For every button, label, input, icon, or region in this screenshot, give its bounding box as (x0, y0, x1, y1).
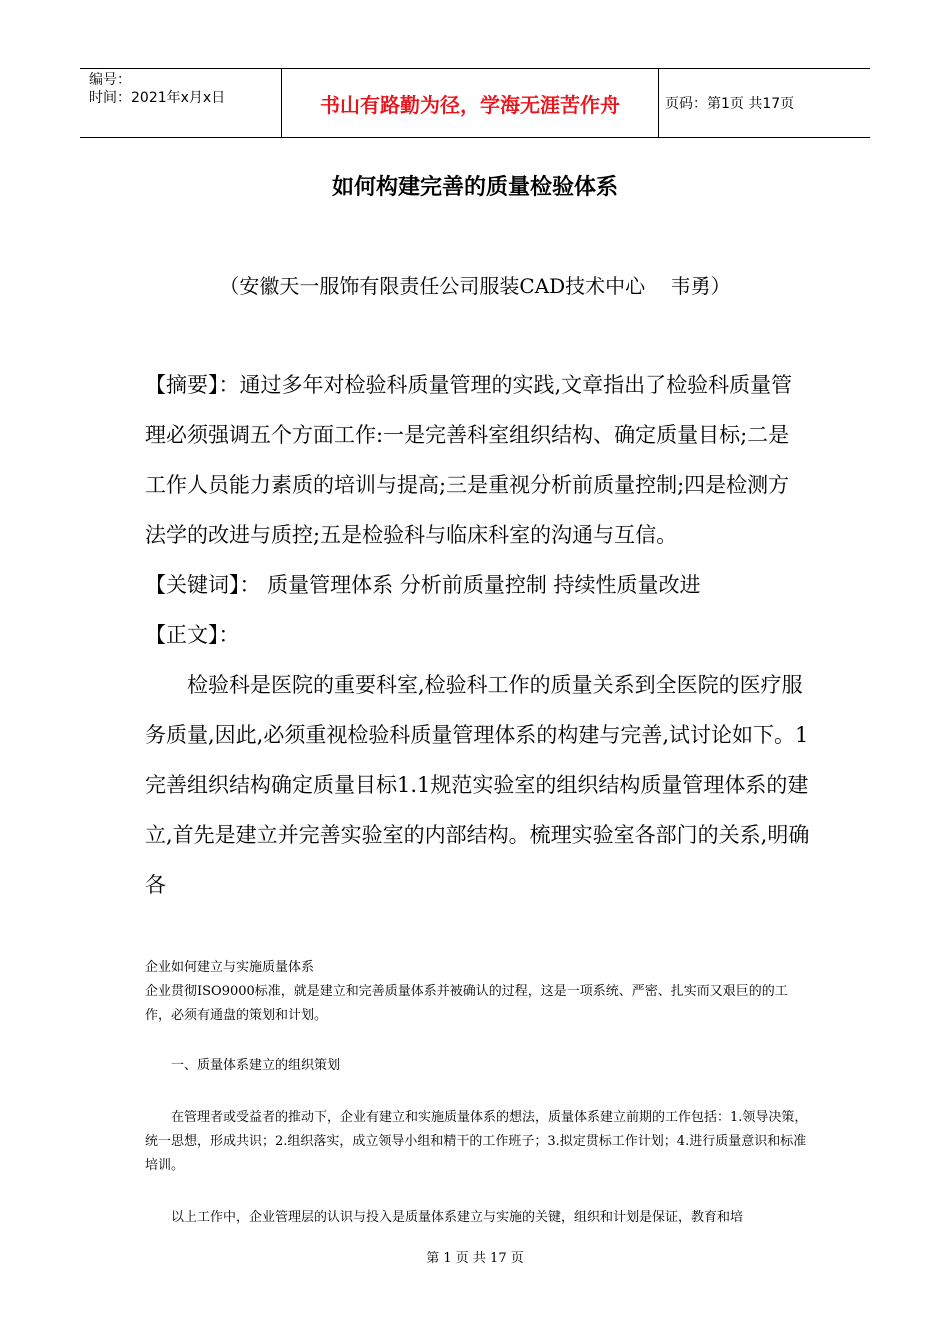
abstract (145, 360, 810, 560)
keywords-text: 质量管理体系 分析前质量控制 持续性质量改进 (260, 573, 701, 597)
keywords (145, 560, 810, 610)
body-paragraph: 检验科是医院的重要科室,检验科工作的质量关系到全医院的医疗服务质量,因此,必须重视检验科质量管理体系的构建与完善,试讨论如下。1完善组织结构确定质量目标1.1规范实验室的组织结构质量管理体系的建立,首先是建立并完善实验室的内部结构。梳理实验室各部门的关系,明确各 (145, 673, 810, 897)
header-page: 页码：第1页 共17页 (665, 96, 795, 112)
secondary-paragraph-2: 以上工作中，企业管理层的认识与投入是质量体系建立与实施的关键，组织和计划是保证，教育和培 (171, 1210, 744, 1225)
secondary-paragraph-1: 在管理者或受益者的推动下，企业有建立和实施质量体系的想法，质量体系建立前期的工作包括：1.领导决策，统一思想，形成共识；2.组织落实，成立领导小组和精干的工作班子；3.拟定贯标工作计划；4.进行质量意识和标准培训。 (145, 1110, 808, 1173)
document-header (80, 68, 870, 138)
header-time: 时间：2021年x月x日 (89, 90, 226, 106)
secondary-section-heading: 一、质量体系建立的组织策划 (171, 1058, 341, 1073)
abstract-label: 【摘要】： (145, 373, 240, 397)
document-author: （安徽天一服饰有限责任公司服装CAD技术中心 韦勇） (219, 274, 731, 298)
header-number: 编号： (89, 72, 131, 88)
body-label: 【正文】： (145, 623, 240, 647)
secondary-intro: 企业贯彻ISO9000标准，就是建立和完善质量体系并被确认的过程，这是一项系统、严密、扎实而又艰巨的的工作，必须有通盘的策划和计划。 (145, 984, 788, 1023)
page-footer: 第 1 页 共 17 页 (426, 1251, 524, 1266)
abstract-text: 通过多年对检验科质量管理的实践,文章指出了检验科质量管理必须强调五个方面工作:一是完善科室组织结构、确定质量目标;二是工作人员能力素质的培训与提高;三是重视分析前质量控制;四是检测方法学的改进与质控;五是检验科与临床科室的沟通与互信。 (145, 373, 793, 547)
secondary-title: 企业如何建立与实施质量体系 (145, 960, 315, 975)
header-motto: 书山有路勤为径，学海无涯苦作舟 (282, 69, 659, 137)
keywords-label: 【关键词】： (145, 573, 261, 597)
document-title: 如何构建完善的质量检验体系 (331, 175, 618, 200)
main-content (145, 360, 810, 910)
header-meta (80, 69, 282, 137)
